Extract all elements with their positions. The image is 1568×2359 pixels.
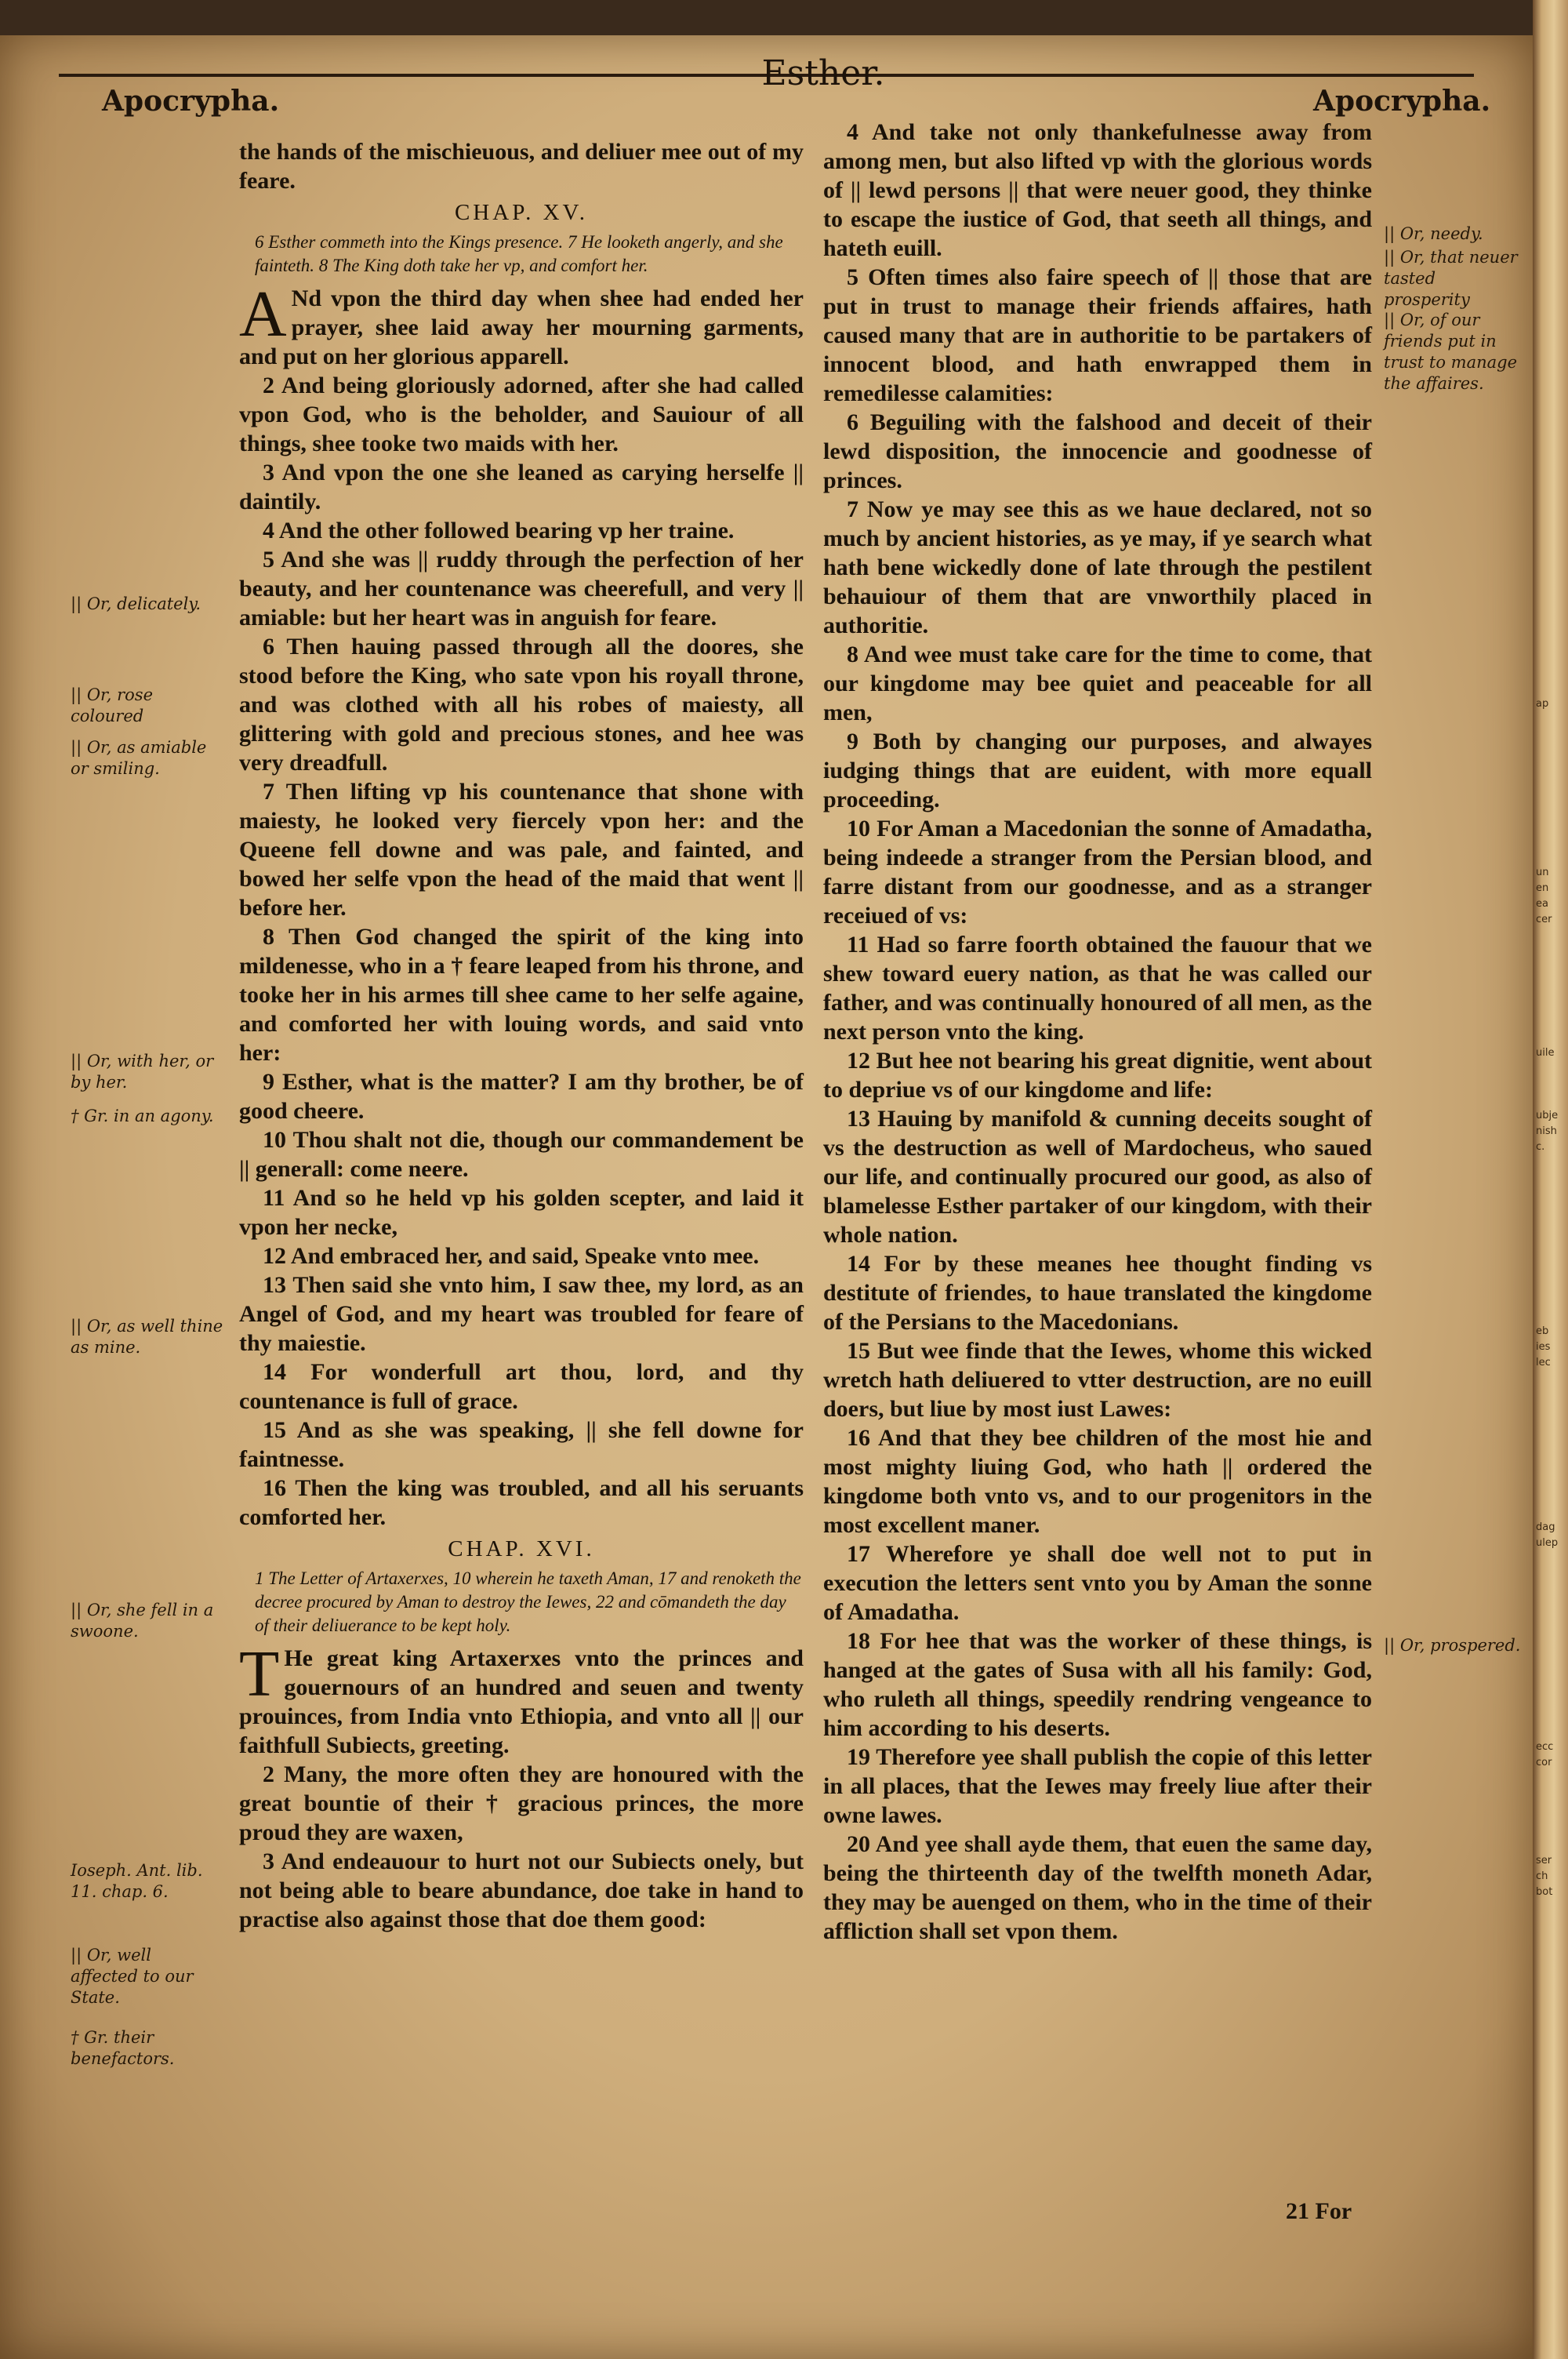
verse: 9 Both by changing our purposes, and alwayes iudging things that are euident, with more equall proceeding. xyxy=(823,729,1372,812)
edge-fragment: ecc xyxy=(1536,1741,1554,1753)
running-head: Esther. xyxy=(761,53,885,93)
chapter-summary: 6 Esther commeth into the Kings presence. 7 He looketh angerly, and she fainteth. 8 The King doth take her vp, and comfort her. xyxy=(255,232,783,275)
verse-text: He great king Artaxerxes vnto the princes and gouernours of an hundred and seuen and twenty prouinces, from India vnto Ethiopia, and vnto all || our faithfull Subiects, greeting. xyxy=(239,1645,804,1758)
verse: 4 And the other followed bearing vp her traine. xyxy=(263,518,735,543)
verse: 7 Then lifting vp his countenance that shone with maiesty, he looked very fiercely vpon her: and the Queene fell downe and was pale, and fainted, and bowed her selfe vpon the head of the maid that went || before her. xyxy=(239,779,804,921)
edge-fragment: eb xyxy=(1536,1325,1549,1337)
chapter-heading: CHAP. XV. xyxy=(454,200,589,225)
verse: 5 Often times also faire speech of || those that are put in trust to manage their friends affaires, hath caused many that are in authoritie to be partakers of innocent blood, and hath enwrapped them in remedilesse calamities: xyxy=(823,264,1372,406)
margin-note: || Or, delicately. xyxy=(71,594,201,613)
edge-fragment: uile xyxy=(1536,1047,1555,1059)
verse: 5 And she was || ruddy through the perfection of her beauty, and her countenance was cheerefull, and very || amiable: but her heart was in anguish for feare. xyxy=(239,547,804,631)
verse: 7 Now ye may see this as we haue declared, not so much by ancient histories, as ye may, if ye search what hath bene wickedly done of late through the pestilent behauiour of them that are vnworthily placed in authoritie. xyxy=(823,496,1372,638)
verse: 9 Esther, what is the matter? I am thy brother, be of good cheere. xyxy=(239,1069,804,1124)
edge-fragment: bot xyxy=(1536,1886,1553,1898)
verse: 10 Thou shalt not die, though our commandement be || generall: come neere. xyxy=(239,1127,804,1182)
drop-cap: A xyxy=(239,278,287,351)
verse-text: Nd vpon the third day when shee had ended her prayer, shee laid away her mourning garments, and put on her glorious apparell. xyxy=(239,285,804,369)
margin-note: || Or, rose coloured xyxy=(71,685,154,725)
edge-fragment: cor xyxy=(1536,1757,1552,1768)
corner-title-left: Apocrypha. xyxy=(102,85,280,118)
verse: 11 Had so farre foorth obtained the fauour that we shew toward euery nation, as that he was called our father, and was continually honoured of all men, as the next person vnto the king. xyxy=(823,932,1372,1045)
margin-note: || Or, needy. xyxy=(1384,224,1483,243)
margin-note: || Or, of our friends put in trust to manage the affaires. xyxy=(1384,311,1517,393)
margin-note: † Gr. in an agony. xyxy=(71,1107,214,1125)
edge-fragment: en xyxy=(1536,882,1549,894)
edge-fragment: ap xyxy=(1536,698,1549,710)
edge-fragment: dag xyxy=(1536,1521,1555,1533)
verse: 16 Then the king was troubled, and all his seruants comforted her. xyxy=(239,1475,804,1530)
drop-cap: T xyxy=(239,1637,280,1710)
verse: 13 Then said she vnto him, I saw thee, my lord, as an Angel of God, and my heart was troubled for feare of thy maiestie. xyxy=(239,1272,804,1356)
left-text-column xyxy=(239,137,804,1934)
margin-note: || Or, as amiable or smiling. xyxy=(71,738,207,778)
chapter-summary: 1 The Letter of Artaxerxes, 10 wherein he taxeth Aman, 17 and renoketh the decree procured by Aman to destroy the Iewes, 22 and cōmandeth the day of their deliuerance to be kept holy. xyxy=(255,1568,801,1635)
verse: 16 And that they bee children of the most hie and most mighty liuing God, who hath || ordered the kingdome both vnto vs, and to our progenitors in the most excellent maner. xyxy=(823,1425,1372,1538)
verse: 6 Beguiling with the falshood and deceit of their lewd disposition, the innocencie and goodnesse of princes. xyxy=(823,409,1372,493)
margin-note: || Or, well affected to our State. xyxy=(71,1946,194,2007)
edge-fragment: cer xyxy=(1536,914,1552,925)
verse: 4 And take not only thankefulnesse away from among men, but also lifted vp with the glorious words of || lewd persons || that were neuer good, they thinke to escape the iustice of God, that seeth all things, and hateth euill. xyxy=(823,119,1372,261)
verse: 11 And so he held vp his golden scepter, and laid it vpon her necke, xyxy=(239,1185,804,1240)
edge-fragment: ea xyxy=(1536,898,1548,910)
margin-note: † Gr. their benefactors. xyxy=(71,2028,175,2068)
verse: 10 For Aman a Macedonian the sonne of Amadatha, being indeede a stranger from the Persian blood, and farre distant from our goodnesse, and as a stranger receiued of vs: xyxy=(823,816,1372,929)
margin-note: || Or, with her, or by her. xyxy=(71,1052,214,1092)
verse-1 xyxy=(239,278,804,371)
margin-note: || Or, that neuer tasted prosperity xyxy=(1384,248,1518,309)
margin-note: || Or, she fell in a swoone. xyxy=(71,1601,214,1641)
verse-1 xyxy=(239,1637,804,1760)
verse: 2 And being gloriously adorned, after she had called vpon God, who is the beholder, and Sauiour of all things, shee tooke two maids with her. xyxy=(239,373,804,456)
edge-fragment: ch xyxy=(1536,1870,1548,1882)
verse: 14 For by these meanes hee thought finding vs destitute of friendes, to haue translated the kingdome of the Persians to the Macedonians. xyxy=(823,1251,1372,1335)
chapter-heading: CHAP. XVI. xyxy=(448,1536,595,1561)
corner-title-right: Apocrypha. xyxy=(1313,85,1491,118)
next-page-edge xyxy=(1533,0,1568,2359)
verse: 18 For hee that was the worker of these things, is hanged at the gates of Susa with all his family: God, who ruleth all things, speedily rendring vengeance to him according to his deserts. xyxy=(823,1628,1372,1741)
catchword: 21 For xyxy=(1286,2198,1352,2224)
verse: 2 Many, the more often they are honoured with the great bountie of their † gracious princes, the more proud they are waxen, xyxy=(239,1761,804,1845)
verse: 12 But hee not bearing his great dignitie, went about to depriue vs of our kingdome and life: xyxy=(823,1048,1372,1103)
margin-note: || Or, as well thine as mine. xyxy=(71,1317,223,1357)
edge-fragment: ies xyxy=(1536,1341,1551,1353)
right-text-column xyxy=(823,118,1372,1946)
verse: 20 And yee shall ayde them, that euen the same day, being the thirteenth day of the twelfth moneth Adar, they may be auenged on them, who in the time of their affliction shall set vpon them. xyxy=(823,1831,1372,1944)
edge-fragment: nish xyxy=(1536,1125,1557,1137)
margin-note: || Or, prospered. xyxy=(1384,1636,1521,1655)
edge-fragment: ubje xyxy=(1536,1110,1559,1121)
verse: 13 Hauing by manifold & cunning deceits sought of vs the destruction as well of Mardocheus, who saued our life, and continually procured our good, as also of blamelesse Esther partaker of our kingdom, with their whole nation. xyxy=(823,1106,1372,1248)
carryover-text: the hands of the mischieuous, and deliuer mee out of my feare. xyxy=(239,139,804,194)
edge-fragment: un xyxy=(1536,867,1549,878)
edge-fragment: c. xyxy=(1536,1141,1545,1153)
verse: 19 Therefore yee shall publish the copie of this letter in all places, that the Iewes may freely liue after their owne lawes. xyxy=(823,1744,1372,1828)
verse: 17 Wherefore ye shall doe well not to put in execution the letters sent vnto you by Aman the sonne of Amadatha. xyxy=(823,1541,1372,1625)
verse: 8 And wee must take care for the time to come, that our kingdome may bee quiet and peaceable for all men, xyxy=(823,642,1372,725)
verse: 15 But wee finde that the Iewes, whome this wicked wretch hath deliuered to vtter destruction, are no euill doers, but liue by most iust Lawes: xyxy=(823,1338,1372,1422)
verse: 3 And endeauour to hurt not our Subiects onely, but not being able to beare abundance, doe take in hand to practise also against those that doe them good: xyxy=(239,1848,804,1932)
verse: 3 And vpon the one she leaned as carying herselfe || daintily. xyxy=(239,460,804,514)
margin-note: Ioseph. Ant. lib. 11. chap. 6. xyxy=(71,1861,203,1901)
edge-fragment: ulep xyxy=(1536,1537,1559,1549)
edge-fragment: ser xyxy=(1536,1855,1552,1866)
verse: 8 Then God changed the spirit of the king into mildenesse, who in a † feare leaped from his throne, and tooke her in his armes till shee came to her selfe againe, and comforted her with louing words, and said vnto her: xyxy=(239,924,804,1066)
verse: 14 For wonderfull art thou, lord, and thy countenance is full of grace. xyxy=(239,1359,804,1414)
verse: 15 And as she was speaking, || she fell downe for faintnesse. xyxy=(239,1417,804,1472)
edge-fragment: lec xyxy=(1536,1357,1551,1369)
verse: 12 And embraced her, and said, Speake vnto mee. xyxy=(263,1243,760,1269)
verse: 6 Then hauing passed through all the doores, she stood before the King, who sate vpon his royall throne, and was clothed with all his robes of maiesty, all glittering with gold and precious stones, and hee was very dreadfull. xyxy=(239,634,804,776)
